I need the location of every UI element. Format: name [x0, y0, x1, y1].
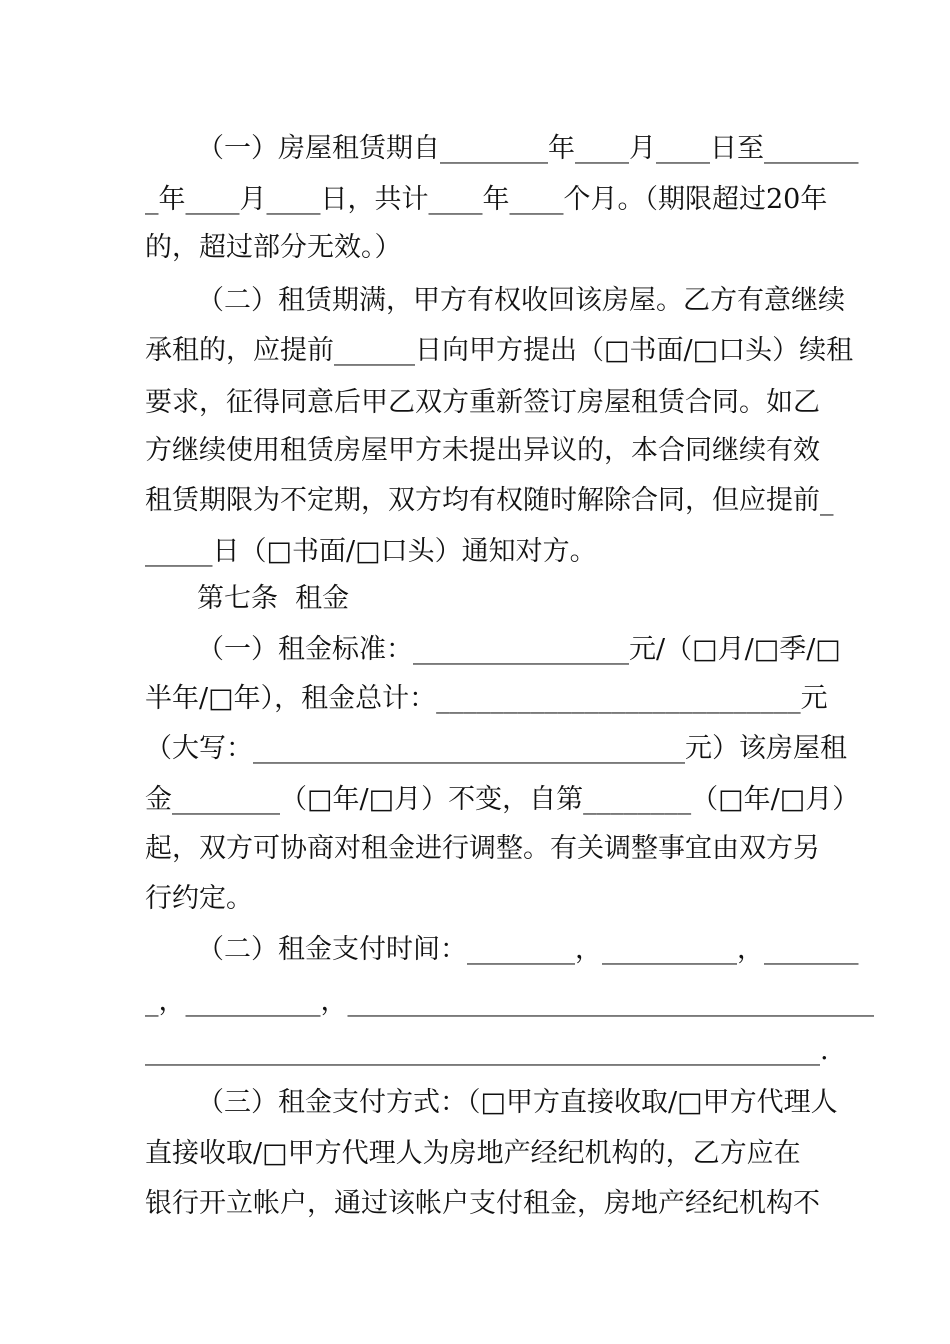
rent-standard-line-5: 起，双方可协商对租金进行调整。有关调整事宜由双方另 — [145, 833, 820, 864]
clause-2-renewal-line-2: 承租的，应提前______日向甲方提出（□书面/□口头）续租 — [145, 335, 854, 366]
rent-payment-method-line-3: 银行开立帐户，通过该帐户支付租金，房地产经纪机构不 — [145, 1188, 820, 1219]
clause-2-renewal-line-5: 租赁期限为不定期，双方均有权随时解除合同，但应提前_ — [145, 485, 834, 516]
clause-2-renewal-line-1: （二）租赁期满，甲方有权收回该房屋。乙方有意继续 — [197, 285, 845, 316]
rent-standard-line-2: 半年/□年），租金总计：___________________________元 — [145, 683, 828, 714]
clause-1-term-line-2: _年____月____日，共计____年____个月。（期限超过20年 — [145, 184, 828, 215]
rent-standard-line-4: 金________（□年/□月）不变，自第________（□年/□月） — [145, 784, 860, 815]
rent-standard-line-1: （一）租金标准：________________元/（□月/□季/□ — [197, 634, 841, 665]
rent-payment-method-line-2: 直接收取/□甲方代理人为房地产经纪机构的，乙方应在 — [145, 1138, 801, 1169]
rent-payment-time-line-1: （二）租金支付时间：________，__________，_______ — [197, 934, 859, 965]
clause-2-renewal-line-6: _____日（□书面/□口头）通知对方。 — [145, 536, 597, 567]
clause-1-term-line-3: 的，超过部分无效。） — [145, 232, 402, 263]
rent-payment-time-line-2: _，__________，_______________________________________ — [145, 986, 874, 1017]
rent-standard-line-6: 行约定。 — [145, 883, 253, 914]
rent-payment-method-line-1: （三）租金支付方式：（□甲方直接收取/□甲方代理人 — [197, 1087, 838, 1118]
rent-payment-time-line-3: __________________________________________________. — [145, 1035, 829, 1066]
article-7-heading: 第七条 租金 — [197, 583, 350, 614]
rent-standard-line-3: （大写：________________________________元）该房屋租 — [145, 733, 847, 764]
clause-2-renewal-line-4: 方继续使用租赁房屋甲方未提出异议的，本合同继续有效 — [145, 435, 820, 466]
clause-1-term-line-1: （一）房屋租赁期自________年____月____日至_______ — [197, 133, 859, 164]
clause-2-renewal-line-3: 要求，征得同意后甲乙双方重新签订房屋租赁合同。如乙 — [145, 387, 820, 418]
